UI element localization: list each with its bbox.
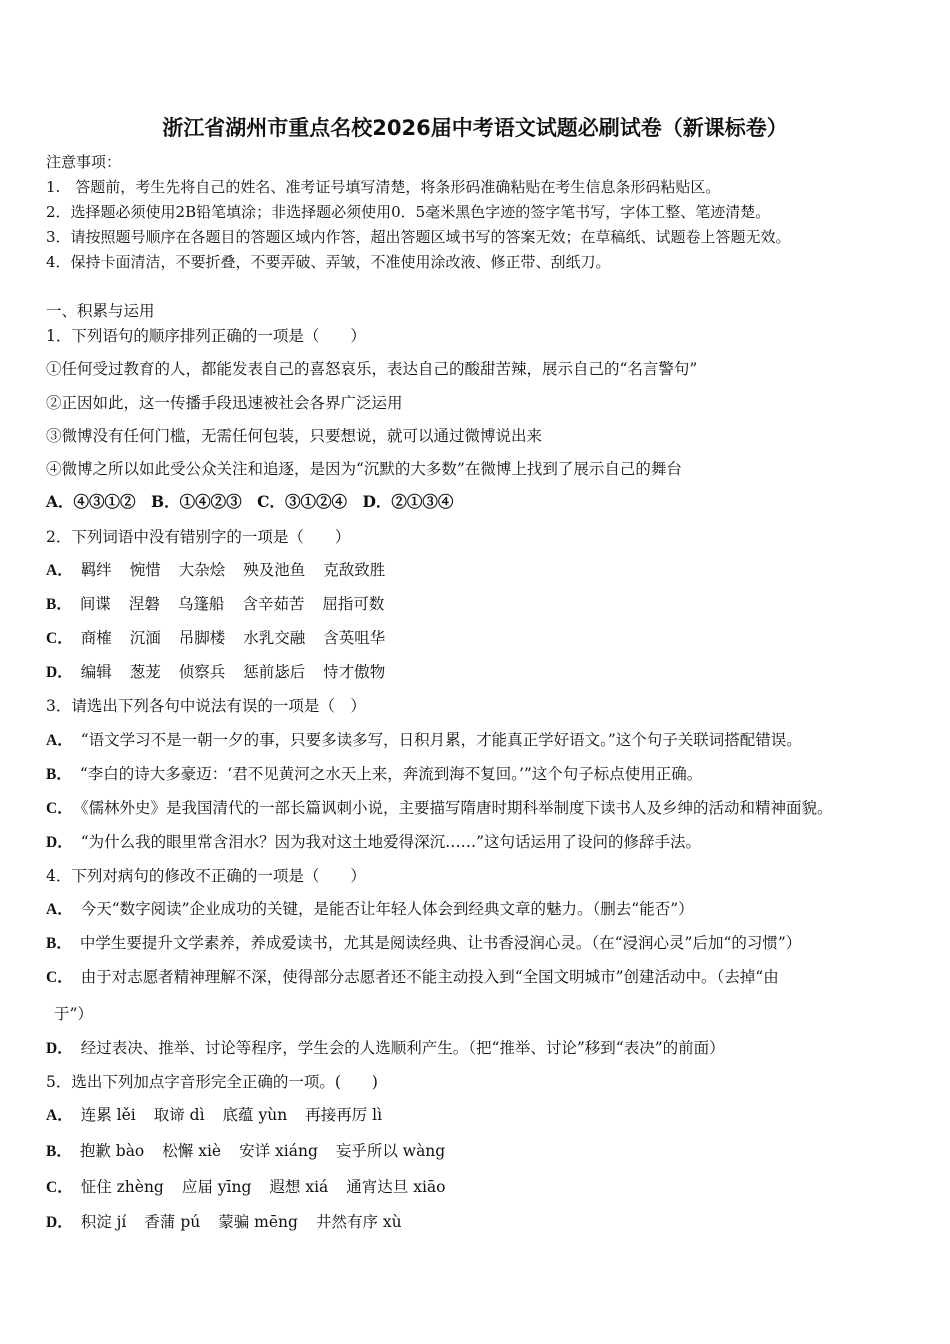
option-q5-2	[46, 1177, 463, 1198]
option-word: 殃及池鱼	[243, 561, 306, 579]
question-5-stem: 5．选出下列加点字音形完全正确的一项。( )	[46, 1073, 378, 1091]
option-text: “李白的诗大多豪迈：‘君不见黄河之水天上来，奔流到海不复回。’”这个句子标点使用正确。	[79, 765, 703, 783]
option-word: 大杂烩	[178, 561, 226, 579]
option-q2-2	[46, 628, 403, 649]
option-label: D．	[46, 834, 73, 851]
option-word: 羁绊	[80, 561, 112, 579]
option-q3-2	[46, 798, 832, 819]
option-word: 惋惜	[129, 561, 161, 579]
option-word: 蒙骗 mēng	[218, 1213, 298, 1231]
option-word: 积淀 jí	[80, 1213, 127, 1231]
option-word: 遐想 xiá	[269, 1178, 329, 1196]
notice-item: 2．选择题必须使用2B铅笔填涂；非选择题必须使用0．5毫米黑色字迹的签字笔书写，字体工整、笔迹清楚。	[46, 203, 771, 221]
option-label: C．	[46, 800, 73, 817]
option-word: 葱茏	[129, 663, 161, 681]
option-q4-1	[46, 933, 801, 954]
option-word: 含辛茹苦	[242, 595, 305, 613]
option-label: C．	[46, 630, 73, 647]
option-word: 吊脚楼	[178, 629, 226, 647]
option-label: A．	[46, 562, 73, 579]
option-q4-2	[46, 967, 779, 988]
q1-answer-options: A．④③①② B．①④②③ C．③①②④ D．②①③④	[46, 492, 454, 511]
option-q5-1	[46, 1141, 463, 1162]
option-text: 于”）	[54, 1005, 93, 1023]
option-word: 侦察兵	[178, 663, 226, 681]
option-q4-3	[46, 1004, 93, 1025]
option-word: 香蒲 pú	[144, 1213, 201, 1231]
notice-item: 4．保持卡面清洁，不要折叠，不要弄破、弄皱，不准使用涂改液、修正带、刮纸刀。	[46, 253, 611, 271]
option-word: 商榷	[80, 629, 112, 647]
option-word: 编辑	[80, 663, 112, 681]
option-q2-1	[46, 594, 402, 615]
option-text: 经过表决、推举、讨论等程序，学生会的人选顺利产生。（把“推举、讨论”移到“表决”的前面）	[80, 1039, 725, 1057]
option-text: “为什么我的眼里常含泪水？因为我对这土地爱得深沉……”这句话运用了设问的修辞手法。	[80, 833, 702, 851]
option-word: 水乳交融	[243, 629, 306, 647]
option-word: 恃才傲物	[323, 663, 386, 681]
option-q2-0	[46, 560, 403, 581]
section-heading: 一、积累与运用	[46, 302, 155, 320]
option-word: 抱歉 bào	[79, 1142, 145, 1160]
option-word: 沉湎	[129, 629, 161, 647]
option-word: 间谍	[79, 595, 111, 613]
q1-sentence: ④微博之所以如此受公众关注和追逐，是因为“沉默的大多数”在微博上找到了展示自己的舞台	[46, 460, 682, 478]
question-3-stem: 3．请选出下列各句中说法有误的一项是（ ）	[46, 697, 366, 715]
option-word: 再接再厉 lì	[305, 1106, 383, 1124]
option-word: 妄乎所以 wàng	[335, 1142, 446, 1160]
option-word: 含英咀华	[323, 629, 386, 647]
option-q5-3	[46, 1212, 420, 1233]
q1-sentence: ③微博没有任何门槛，无需任何包装，只要想说，就可以通过微博说出来	[46, 427, 543, 445]
option-word: 惩前毖后	[243, 663, 306, 681]
option-label: D．	[46, 1214, 73, 1231]
option-label: D．	[46, 1040, 73, 1057]
option-word: 井然有序 xù	[315, 1213, 402, 1231]
option-q3-3	[46, 832, 701, 853]
option-word: 底蕴 yùn	[222, 1106, 288, 1124]
option-text: “语文学习不是一朝一夕的事，只要多读多写，日积月累，才能真正学好语文。”这个句子关联词搭配错误。	[80, 731, 802, 749]
option-word: 乌篷船	[177, 595, 225, 613]
option-word: 应届 yīng	[181, 1178, 252, 1196]
option-q2-3	[46, 662, 403, 683]
option-q3-1	[46, 764, 702, 785]
question-4-stem: 4．下列对病句的修改不正确的一项是（ ）	[46, 867, 366, 885]
option-text: 今天“数字阅读”企业成功的关键，是能否让年轻人体会到经典文章的魅力。（删去“能否”）	[80, 900, 694, 918]
option-label: B．	[46, 1143, 72, 1160]
option-label: B．	[46, 766, 72, 783]
notice-heading: 注意事项：	[46, 153, 122, 171]
option-word: 克敌致胜	[323, 561, 386, 579]
notice-item: 3．请按照题号顺序在各题目的答题区域内作答，超出答题区域书写的答案无效；在草稿纸、试题卷上答题无效。	[46, 228, 791, 246]
option-text: 《儒林外史》是我国清代的一部长篇讽刺小说，主要描写隋唐时期科举制度下读书人及乡绅的活动和精神面貌。	[80, 799, 833, 817]
notice-item: 1. 答题前，考生先将自己的姓名、准考证号填写清楚，将条形码准确粘贴在考生信息条形码粘贴区。	[46, 178, 721, 196]
option-word: 怔住 zhèng	[80, 1178, 164, 1196]
option-label: C．	[46, 1179, 73, 1196]
option-q5-0	[46, 1105, 400, 1126]
option-word: 取谛 dì	[153, 1106, 205, 1124]
option-label: B．	[46, 935, 72, 952]
page-title: 浙江省湖州市重点名校2026届中考语文试题必刷试卷（新课标卷）	[162, 116, 788, 140]
option-word: 安详 xiáng	[239, 1142, 318, 1160]
question-2-stem: 2．下列词语中没有错别字的一项是（ ）	[46, 528, 351, 546]
option-label: D．	[46, 664, 73, 681]
option-word: 连累 lěi	[80, 1106, 136, 1124]
option-label: C．	[46, 969, 73, 986]
option-label: A．	[46, 732, 73, 749]
option-label: A．	[46, 901, 73, 918]
q1-sentence: ①任何受过教育的人，都能发表自己的喜怒哀乐，表达自己的酸甜苦辣，展示自己的“名言警句”	[46, 360, 698, 378]
option-word: 通宵达旦 xiāo	[346, 1178, 446, 1196]
question-1-stem: 1．下列语句的顺序排列正确的一项是（ ）	[46, 327, 366, 345]
option-word: 屈指可数	[322, 595, 385, 613]
option-word: 松懈 xiè	[162, 1142, 222, 1160]
option-label: B．	[46, 596, 72, 613]
option-text: 中学生要提升文学素养，养成爱读书，尤其是阅读经典、让书香浸润心灵。（在“浸润心灵”后加“的习惯”）	[79, 934, 802, 952]
option-q4-4	[46, 1038, 725, 1059]
option-text: 由于对志愿者精神理解不深，使得部分志愿者还不能主动投入到“全国文明城市”创建活动中。（去掉“由	[80, 968, 779, 986]
option-word: 涅磐	[128, 595, 160, 613]
q1-sentence: ②正因如此，这一传播手段迅速被社会各界广泛运用	[46, 394, 403, 412]
option-q3-0	[46, 730, 802, 751]
option-label: A．	[46, 1107, 73, 1124]
option-q4-0	[46, 899, 694, 920]
